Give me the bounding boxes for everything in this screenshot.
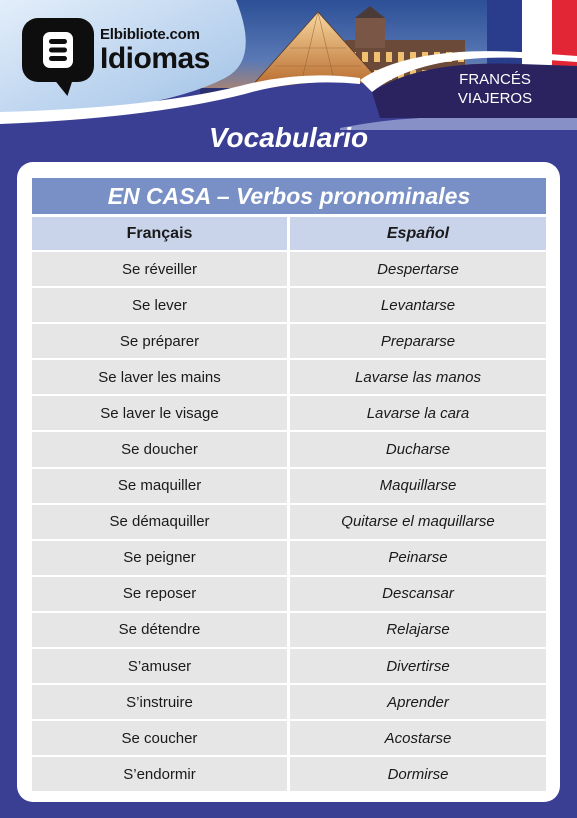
brand-logo[interactable] xyxy=(22,18,210,82)
spanish-term: Peinarse xyxy=(290,541,546,575)
spanish-term: Divertirse xyxy=(290,649,546,683)
brand-name: Idiomas xyxy=(100,41,210,75)
table-row xyxy=(32,649,546,683)
table-row xyxy=(32,577,546,611)
table-row xyxy=(32,432,546,466)
column-header-spanish: Español xyxy=(290,217,546,250)
table-row xyxy=(32,252,546,286)
table-row xyxy=(32,396,546,430)
french-term: Se doucher xyxy=(32,432,287,466)
spanish-term: Ducharse xyxy=(290,432,546,466)
table-row xyxy=(32,505,546,539)
french-term: S’endormir xyxy=(32,757,287,791)
site-name: Elbibliote.com xyxy=(100,25,200,43)
spanish-term: Prepararse xyxy=(290,324,546,358)
french-term: Se laver le visage xyxy=(32,396,287,430)
badge-audience: VIAJEROS xyxy=(457,90,533,107)
column-header-french: Français xyxy=(32,217,287,250)
french-term: Se préparer xyxy=(32,324,287,358)
french-term: Se peigner xyxy=(32,541,287,575)
spanish-term: Maquillarse xyxy=(290,469,546,503)
table-row xyxy=(32,469,546,503)
table-row xyxy=(32,324,546,358)
vocabulary-table xyxy=(32,178,546,791)
spanish-term: Lavarse las manos xyxy=(290,360,546,394)
spanish-term: Dormirse xyxy=(290,757,546,791)
table-row xyxy=(32,613,546,647)
french-term: S’instruire xyxy=(32,685,287,719)
course-badge xyxy=(440,70,550,108)
table-row xyxy=(32,685,546,719)
table-body xyxy=(32,252,546,791)
french-term: Se maquiller xyxy=(32,469,287,503)
spanish-term: Despertarse xyxy=(290,252,546,286)
spanish-term: Levantarse xyxy=(290,288,546,322)
vocabulary-card xyxy=(17,162,560,802)
table-title: EN CASA – Verbos pronominales xyxy=(32,178,546,214)
table-row xyxy=(32,288,546,322)
french-term: Se réveiller xyxy=(32,252,287,286)
spanish-term: Acostarse xyxy=(290,721,546,755)
spanish-term: Aprender xyxy=(290,685,546,719)
header-banner xyxy=(0,0,577,130)
page-title: Vocabulario xyxy=(208,122,369,153)
french-term: S’amuser xyxy=(32,649,287,683)
book-icon xyxy=(22,18,94,82)
table-row xyxy=(32,360,546,394)
french-term: Se lever xyxy=(32,288,287,322)
french-term: Se détendre xyxy=(32,613,287,647)
spanish-term: Lavarse la cara xyxy=(290,396,546,430)
badge-language: FRANCÉS xyxy=(459,71,531,88)
spanish-term: Quitarse el maquillarse xyxy=(290,505,546,539)
french-term: Se reposer xyxy=(32,577,287,611)
table-row xyxy=(32,721,546,755)
table-header xyxy=(32,217,546,250)
spanish-term: Descansar xyxy=(290,577,546,611)
french-term: Se laver les mains xyxy=(32,360,287,394)
table-row xyxy=(32,757,546,791)
spanish-term: Relajarse xyxy=(290,613,546,647)
table-row xyxy=(32,541,546,575)
french-term: Se coucher xyxy=(32,721,287,755)
french-term: Se démaquiller xyxy=(32,505,287,539)
